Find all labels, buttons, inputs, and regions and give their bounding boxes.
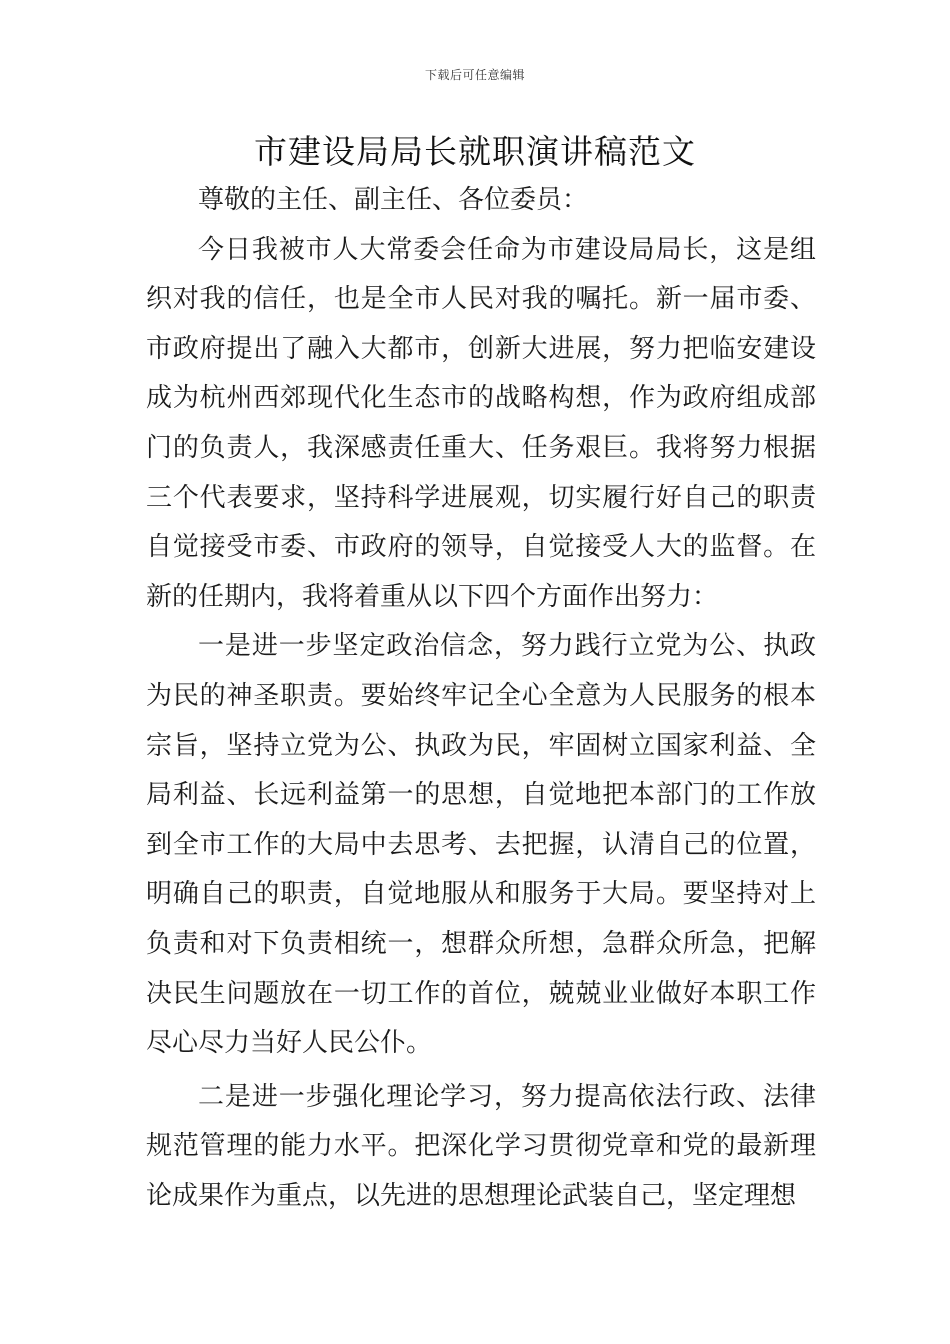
document-body: [146, 176, 816, 1221]
paragraph-point-one: 一是进一步坚定政治信念，努力践行立党为公、执政为民的神圣职责。要始终牢记全心全意为人民服务的根本宗旨，坚持立党为公、执政为民，牢固树立国家利益、全局利益、长远利益第一的思想，自觉地把本部门的工作放到全市工作的大局中去思考、去把握，认清自己的位置，明确自己的职责，自觉地服从和服务于大局。要坚持对上负责和对下负责相统一，想群众所想，急群众所急，把解决民生问题放在一切工作的首位，兢兢业业做好本职工作尽心尽力当好人民公仆。: [146, 631, 816, 1059]
salutation: 尊敬的主任、副主任、各位委员：: [198, 185, 589, 215]
paragraph-point-two: 二是进一步强化理论学习，努力提高依法行政、法律规范管理的能力水平。把深化学习贯彻党章和党的最新理论成果作为重点，以先进的思想理论武装自己，坚定理想: [146, 1081, 816, 1211]
paragraph-intro: 今日我被市人大常委会任命为市建设局局长，这是组织对我的信任，也是全市人民对我的嘱托。新一届市委、市政府提出了融入大都市，创新大进展，努力把临安建设成为杭州西郊现代化生态市的战略构想，作为政府组成部门的负责人，我深感责任重大、任务艰巨。我将努力根据三个代表要求，坚持科学进展观，切实履行好自己的职责自觉接受市委、市政府的领导，自觉接受人大的监督。在新的任期内，我将着重从以下四个方面作出努力：: [146, 234, 816, 612]
document-title: 市建设局局长就职演讲稿范文: [254, 132, 696, 171]
header-note: 下载后可任意编辑: [424, 68, 525, 82]
